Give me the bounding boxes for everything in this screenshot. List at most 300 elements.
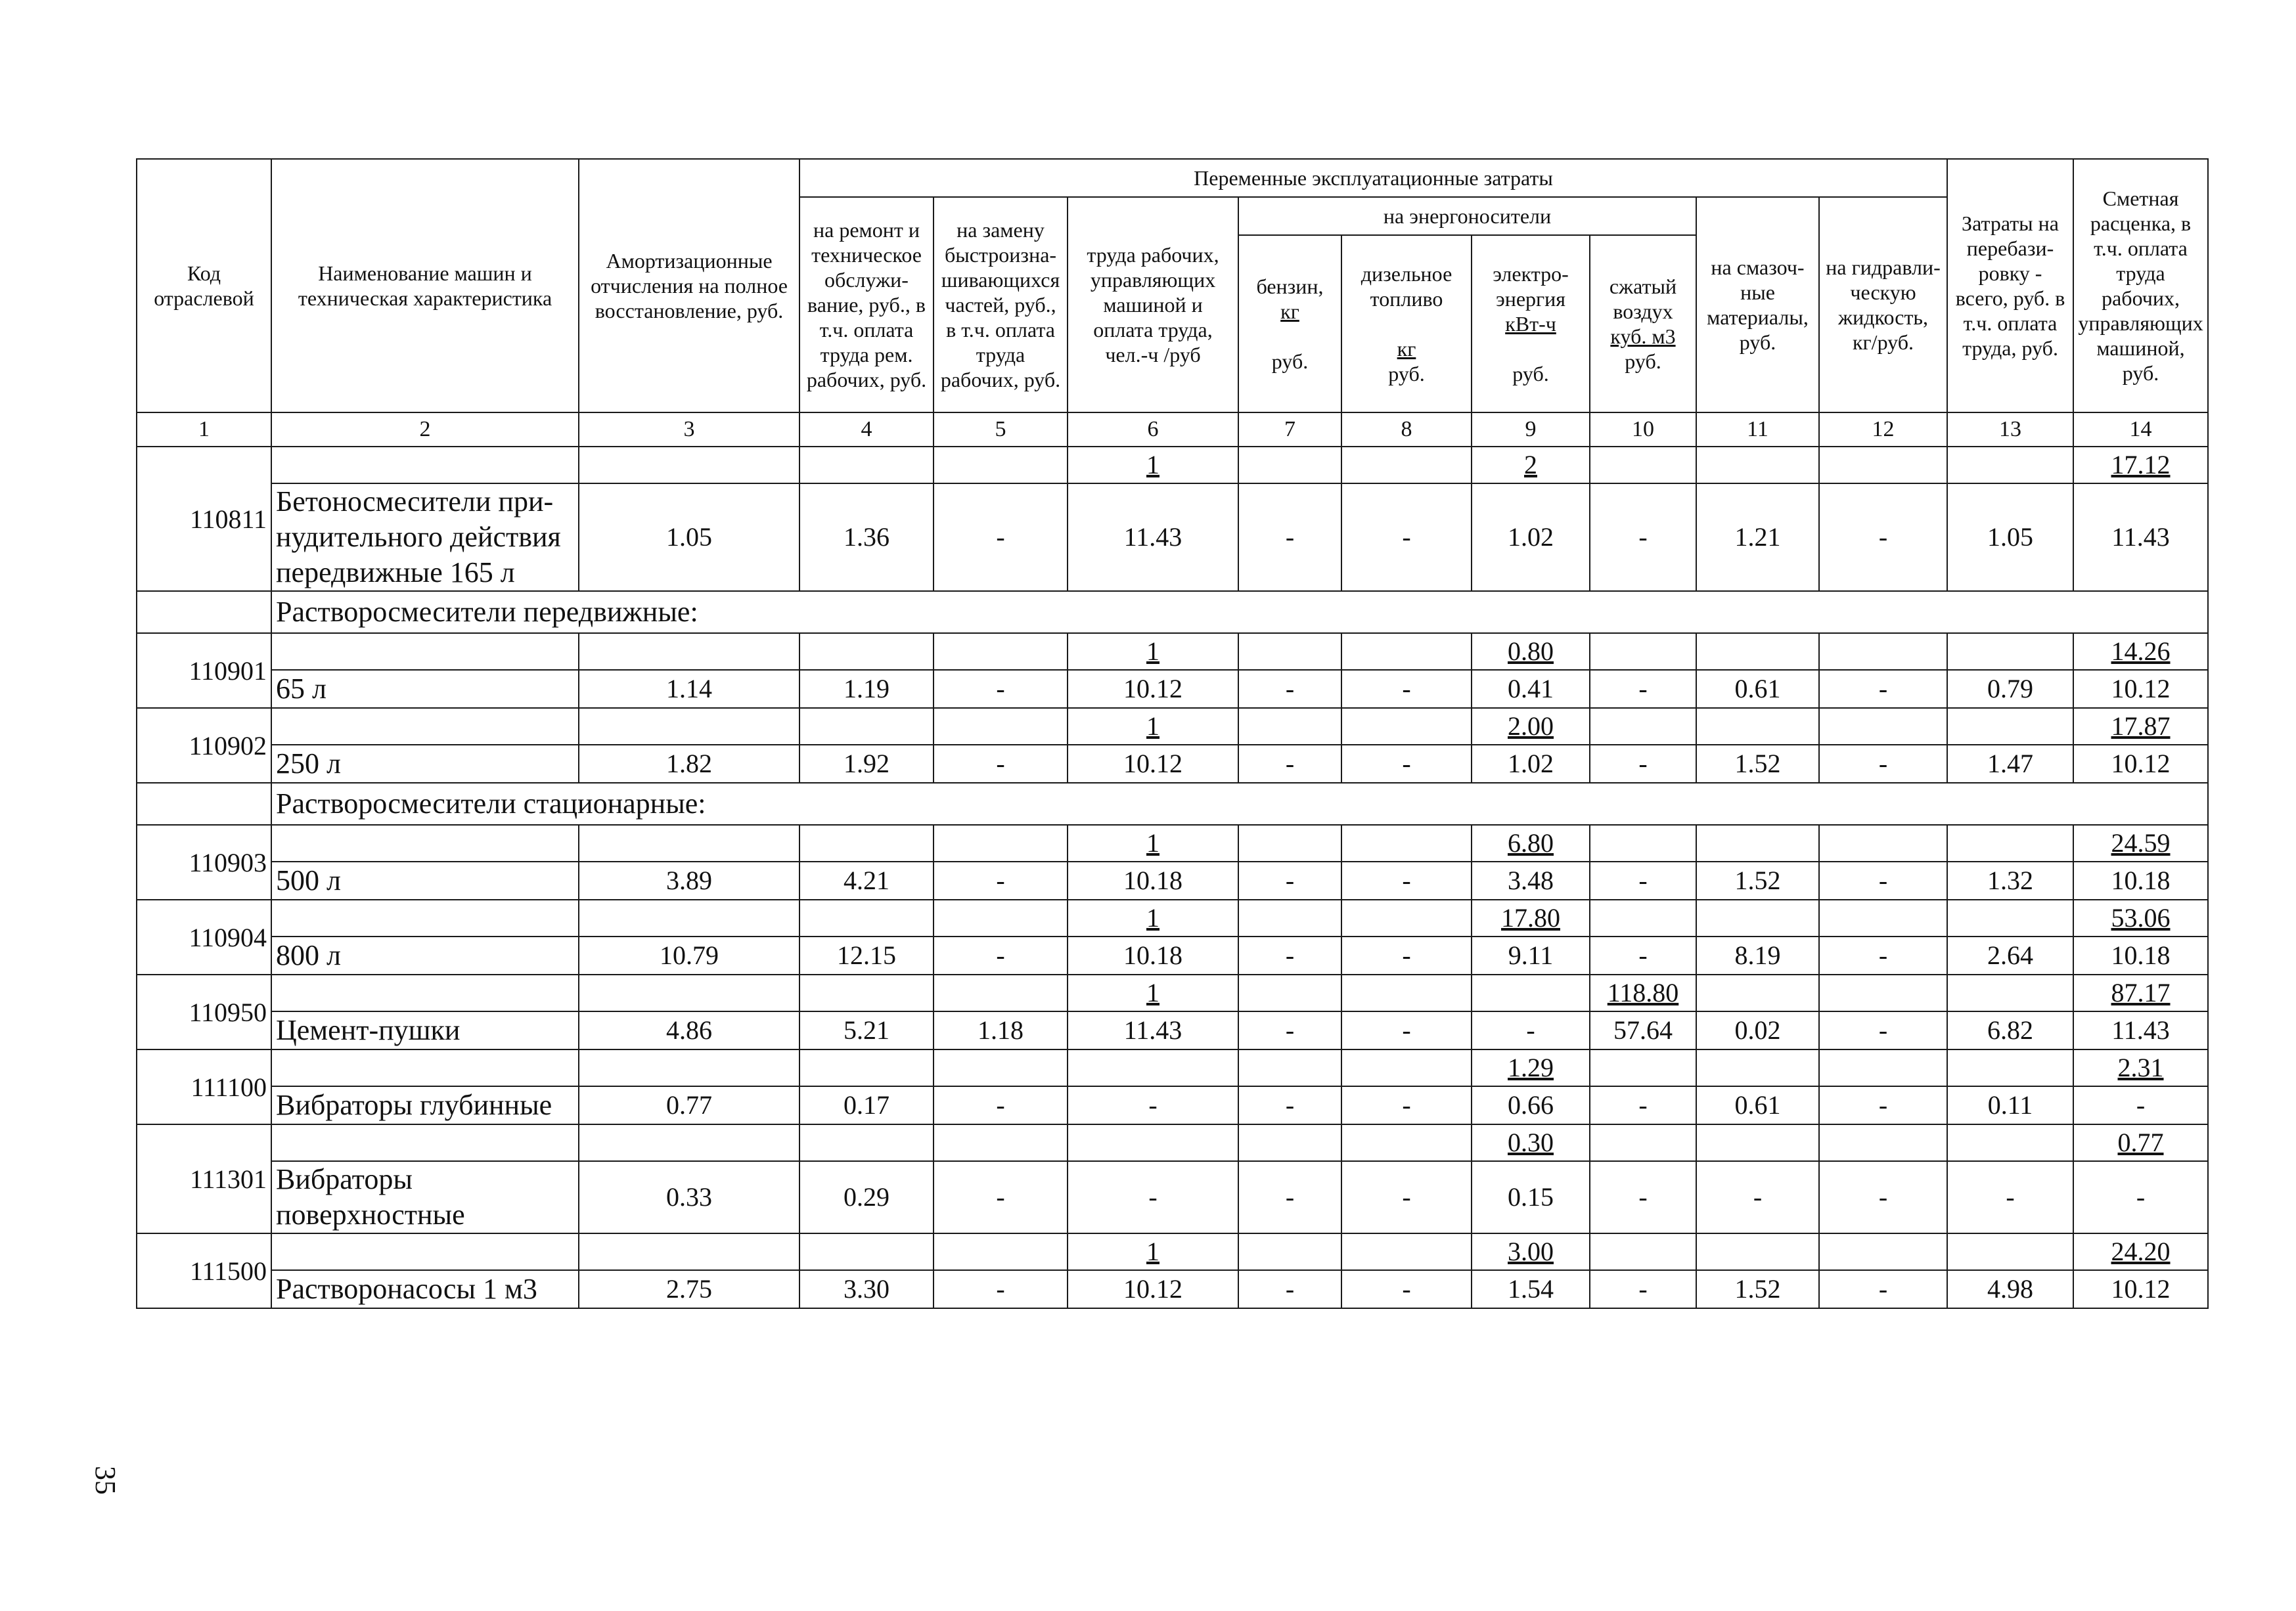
row-labor: 10.12 [1068,745,1238,783]
row-air-top [1590,447,1696,483]
row-elec: 0.41 [1472,670,1590,708]
row-lube: 8.19 [1696,937,1819,975]
row-lube: - [1696,1161,1819,1233]
row-amort-top-empty [579,1124,799,1161]
row-diesel-top-empty [1341,1233,1472,1270]
row-name-spacer [271,900,579,937]
row-name: 500 л [271,862,579,900]
row-lube: 1.21 [1696,483,1819,591]
header-amortization: Амортизационные отчисления на полное восстановление, руб. [579,159,799,412]
row-reloc-top-empty [1947,633,2073,670]
section-row [137,591,2208,633]
table-row-values [137,1011,2208,1049]
row-amort: 1.82 [579,745,799,783]
row-air-top [1590,1124,1696,1161]
row-hydro: - [1819,745,1947,783]
row-repair: 4.21 [799,862,934,900]
row-diesel: - [1341,937,1472,975]
row-elec: 9.11 [1472,937,1590,975]
row-amort: 1.14 [579,670,799,708]
row-petrol: - [1238,1161,1341,1233]
row-reloc: 0.79 [1947,670,2073,708]
row-air-top [1590,708,1696,745]
row-labor-top: 1 [1068,825,1238,862]
machine-cost-table [136,158,2209,1309]
row-amort: 4.86 [579,1011,799,1049]
column-number: 7 [1238,412,1341,447]
row-petrol-top-empty [1238,1124,1341,1161]
header-energy: на энергоносители [1238,197,1696,235]
row-labor: 10.18 [1068,862,1238,900]
row-elec-top: 6.80 [1472,825,1590,862]
row-hydro-top-empty [1819,825,1947,862]
row-lube: 1.52 [1696,862,1819,900]
row-labor: 10.12 [1068,670,1238,708]
row-labor-top [1068,1124,1238,1161]
table-row-values [137,483,2208,591]
header-replace: на замену быстроизна-шивающихся частей, руб., в т.ч. оплата труда рабочих, руб. [934,197,1068,412]
header-variable-costs: Переменные эксплуатационные затраты [799,159,1947,197]
row-repair: 1.36 [799,483,934,591]
header-code: Код отраслевой [137,159,271,412]
row-lube: 0.02 [1696,1011,1819,1049]
row-petrol: - [1238,745,1341,783]
row-repair-top-empty [799,1233,934,1270]
row-labor: 11.43 [1068,483,1238,591]
section-code-cell [137,783,271,825]
table-row-values [137,1086,2208,1124]
row-replace-top-empty [934,975,1068,1011]
row-replace-top-empty [934,633,1068,670]
row-est: 10.12 [2073,1270,2208,1308]
row-code: 110903 [137,825,271,900]
row-labor-top: 1 [1068,708,1238,745]
row-air-top [1590,633,1696,670]
row-hydro: - [1819,1270,1947,1308]
row-code: 111500 [137,1233,271,1308]
column-number: 11 [1696,412,1819,447]
column-number: 12 [1819,412,1947,447]
row-replace-top-empty [934,1124,1068,1161]
row-reloc: 2.64 [1947,937,2073,975]
row-repair: 5.21 [799,1011,934,1049]
table-row-values [137,1270,2208,1308]
row-code: 110811 [137,447,271,591]
row-name-spacer [271,825,579,862]
row-code: 111301 [137,1124,271,1233]
header-labor: труда рабочих, управляющих машиной и оплата труда, чел.-ч /руб [1068,197,1238,412]
row-elec-top [1472,975,1590,1011]
row-name-spacer [271,975,579,1011]
row-amort-top-empty [579,1049,799,1086]
row-est-top: 53.06 [2073,900,2208,937]
row-hydro-top-empty [1819,1233,1947,1270]
row-petrol: - [1238,1086,1341,1124]
row-amort: 0.77 [579,1086,799,1124]
header-relocation: Затраты на перебази-ровку - всего, руб. в т.ч. оплата труда, руб. [1947,159,2073,412]
row-diesel-top-empty [1341,633,1472,670]
row-petrol-top-empty [1238,708,1341,745]
row-diesel: - [1341,1086,1472,1124]
row-air-top [1590,1233,1696,1270]
row-hydro: - [1819,937,1947,975]
row-name-spacer [271,447,579,483]
row-replace: - [934,862,1068,900]
row-est: 10.12 [2073,745,2208,783]
row-diesel-top-empty [1341,1049,1472,1086]
row-lube: 0.61 [1696,670,1819,708]
page-number: 35 [89,1466,122,1495]
row-petrol-top-empty [1238,633,1341,670]
row-reloc-top-empty [1947,975,2073,1011]
row-reloc: 0.11 [1947,1086,2073,1124]
row-elec: 3.48 [1472,862,1590,900]
column-number: 13 [1947,412,2073,447]
row-air: - [1590,1270,1696,1308]
row-labor: - [1068,1161,1238,1233]
row-hydro-top-empty [1819,1124,1947,1161]
row-reloc-top-empty [1947,900,2073,937]
row-labor: 11.43 [1068,1011,1238,1049]
row-reloc: 1.32 [1947,862,2073,900]
row-name: Вибраторы поверхностные [271,1161,579,1233]
table-row [137,825,2208,862]
row-diesel: - [1341,483,1472,591]
header-repair: на ремонт и техническое обслужи-вание, руб., в т.ч. оплата труда рем. рабочих, руб. [799,197,934,412]
row-name: Растворонасосы 1 м3 [271,1270,579,1308]
row-lube-top-empty [1696,1124,1819,1161]
row-reloc: 6.82 [1947,1011,2073,1049]
column-number: 8 [1341,412,1472,447]
row-hydro-top-empty [1819,633,1947,670]
header-electricity: электро-энергия кВт-ч руб. [1472,235,1590,412]
row-air-top: 118.80 [1590,975,1696,1011]
row-petrol: - [1238,1011,1341,1049]
row-est: 10.18 [2073,937,2208,975]
row-name-spacer [271,708,579,745]
row-reloc-top-empty [1947,708,2073,745]
row-elec-top: 0.30 [1472,1124,1590,1161]
row-code: 110904 [137,900,271,975]
table-row [137,1124,2208,1161]
header-diesel: дизельное топливо кг руб. [1341,235,1472,412]
row-elec: 0.15 [1472,1161,1590,1233]
row-air: - [1590,937,1696,975]
row-petrol-top-empty [1238,900,1341,937]
row-lube-top-empty [1696,708,1819,745]
row-hydro: - [1819,1011,1947,1049]
row-repair: 1.92 [799,745,934,783]
row-air: - [1590,670,1696,708]
row-elec: - [1472,1011,1590,1049]
row-repair-top-empty [799,900,934,937]
row-est: 11.43 [2073,483,2208,591]
row-elec: 1.54 [1472,1270,1590,1308]
row-labor-top: 1 [1068,633,1238,670]
row-amort: 10.79 [579,937,799,975]
row-reloc: 1.47 [1947,745,2073,783]
table-row [137,1233,2208,1270]
row-repair-top-empty [799,633,934,670]
row-repair-top-empty [799,825,934,862]
row-reloc: 1.05 [1947,483,2073,591]
row-diesel-top-empty [1341,975,1472,1011]
row-diesel: - [1341,745,1472,783]
header-estimate: Сметная расценка, в т.ч. оплата труда рабочих, управляющих машиной, руб. [2073,159,2208,412]
row-est: 11.43 [2073,1011,2208,1049]
row-code: 111100 [137,1049,271,1124]
row-hydro-top-empty [1819,447,1947,483]
row-air: 57.64 [1590,1011,1696,1049]
row-diesel: - [1341,670,1472,708]
row-replace: - [934,670,1068,708]
column-number: 2 [271,412,579,447]
row-est: - [2073,1086,2208,1124]
column-number: 6 [1068,412,1238,447]
row-labor-top: 1 [1068,1233,1238,1270]
row-diesel-top-empty [1341,708,1472,745]
table-row-values [137,937,2208,975]
row-lube-top-empty [1696,975,1819,1011]
row-repair-top-empty [799,975,934,1011]
row-amort: 3.89 [579,862,799,900]
header-air: сжатый воздух куб. м3 руб. [1590,235,1696,412]
row-amort: 2.75 [579,1270,799,1308]
row-name-spacer [271,1124,579,1161]
row-air: - [1590,1161,1696,1233]
row-diesel: - [1341,862,1472,900]
row-petrol: - [1238,483,1341,591]
row-hydro: - [1819,1086,1947,1124]
column-number: 3 [579,412,799,447]
section-title: Растворосмесители передвижные: [271,591,2208,633]
row-labor-top: 1 [1068,975,1238,1011]
row-name-spacer [271,1233,579,1270]
row-petrol: - [1238,862,1341,900]
column-number: 5 [934,412,1068,447]
row-amort-top-empty [579,633,799,670]
row-petrol: - [1238,1270,1341,1308]
row-air: - [1590,1086,1696,1124]
row-petrol-top-empty [1238,975,1341,1011]
row-petrol-top-empty [1238,1049,1341,1086]
table-row-values [137,1161,2208,1233]
row-petrol: - [1238,670,1341,708]
row-replace-top-empty [934,447,1068,483]
row-replace-top-empty [934,708,1068,745]
row-amort-top-empty [579,825,799,862]
row-reloc-top-empty [1947,447,2073,483]
row-lube-top-empty [1696,447,1819,483]
row-amort: 0.33 [579,1161,799,1233]
row-amort-top-empty [579,1233,799,1270]
row-amort: 1.05 [579,483,799,591]
row-name: Вибраторы глубинные [271,1086,579,1124]
row-lube-top-empty [1696,1233,1819,1270]
row-diesel: - [1341,1270,1472,1308]
row-reloc-top-empty [1947,1124,2073,1161]
row-petrol-top-empty [1238,1233,1341,1270]
row-replace: - [934,937,1068,975]
row-est-top: 24.59 [2073,825,2208,862]
row-labor-top: 1 [1068,900,1238,937]
row-hydro-top-empty [1819,708,1947,745]
table-row [137,975,2208,1011]
row-name: Цемент-пушки [271,1011,579,1049]
table-row-values [137,670,2208,708]
row-hydro: - [1819,1161,1947,1233]
header-hydro: на гидравли-ческую жидкость, кг/руб. [1819,197,1947,412]
row-labor: 10.18 [1068,937,1238,975]
row-repair: 3.30 [799,1270,934,1308]
column-numbers-row [137,412,2208,447]
row-est-top: 24.20 [2073,1233,2208,1270]
row-repair: 0.29 [799,1161,934,1233]
row-replace: - [934,1086,1068,1124]
row-hydro: - [1819,862,1947,900]
row-air: - [1590,862,1696,900]
row-diesel-top-empty [1341,1124,1472,1161]
row-hydro: - [1819,483,1947,591]
row-code: 110902 [137,708,271,783]
table-row-values [137,862,2208,900]
row-replace: 1.18 [934,1011,1068,1049]
row-diesel-top-empty [1341,825,1472,862]
column-number: 9 [1472,412,1590,447]
row-air-top [1590,900,1696,937]
row-lube-top-empty [1696,633,1819,670]
table-row [137,447,2208,483]
row-replace: - [934,745,1068,783]
row-lube-top-empty [1696,1049,1819,1086]
row-elec-top: 3.00 [1472,1233,1590,1270]
row-est-top: 14.26 [2073,633,2208,670]
row-name-spacer [271,633,579,670]
header-name: Наименование машин и техническая характеристика [271,159,579,412]
row-amort-top-empty [579,900,799,937]
column-number: 1 [137,412,271,447]
row-repair-top-empty [799,1049,934,1086]
row-name: Бетоносмесители при-нудительного действия передвижные 165 л [271,483,579,591]
row-est: 10.12 [2073,670,2208,708]
row-name: 250 л [271,745,579,783]
row-replace-top-empty [934,825,1068,862]
table-row [137,633,2208,670]
row-lube: 0.61 [1696,1086,1819,1124]
row-labor: 10.12 [1068,1270,1238,1308]
row-elec-top: 0.80 [1472,633,1590,670]
row-est-top: 87.17 [2073,975,2208,1011]
row-diesel: - [1341,1161,1472,1233]
row-air: - [1590,745,1696,783]
header-lube: на смазоч-ные материалы, руб. [1696,197,1819,412]
row-replace-top-empty [934,900,1068,937]
column-number: 10 [1590,412,1696,447]
row-amort-top-empty [579,447,799,483]
row-reloc-top-empty [1947,1233,2073,1270]
row-air-top [1590,1049,1696,1086]
row-replace: - [934,1270,1068,1308]
row-replace-top-empty [934,1049,1068,1086]
row-air: - [1590,483,1696,591]
row-diesel-top-empty [1341,900,1472,937]
table-row-values [137,745,2208,783]
row-replace: - [934,1161,1068,1233]
row-lube-top-empty [1696,900,1819,937]
row-hydro-top-empty [1819,1049,1947,1086]
row-labor-top [1068,1049,1238,1086]
row-lube: 1.52 [1696,745,1819,783]
row-petrol-top-empty [1238,447,1341,483]
header-petrol: бензин, кг руб. [1238,235,1341,412]
row-replace-top-empty [934,1233,1068,1270]
row-elec-top: 2.00 [1472,708,1590,745]
row-est: - [2073,1161,2208,1233]
row-reloc: - [1947,1161,2073,1233]
row-repair-top-empty [799,447,934,483]
row-code: 110901 [137,633,271,708]
row-hydro: - [1819,670,1947,708]
row-diesel: - [1341,1011,1472,1049]
row-name-spacer [271,1049,579,1086]
row-reloc: 4.98 [1947,1270,2073,1308]
column-number: 14 [2073,412,2208,447]
row-hydro-top-empty [1819,900,1947,937]
row-labor: - [1068,1086,1238,1124]
section-code-cell [137,591,271,633]
row-name: 65 л [271,670,579,708]
row-repair: 12.15 [799,937,934,975]
row-elec-top: 2 [1472,447,1590,483]
row-diesel-top-empty [1341,447,1472,483]
row-labor-top: 1 [1068,447,1238,483]
section-row [137,783,2208,825]
row-code: 110950 [137,975,271,1049]
row-est-top: 17.12 [2073,447,2208,483]
row-petrol: - [1238,937,1341,975]
row-reloc-top-empty [1947,1049,2073,1086]
row-est-top: 0.77 [2073,1124,2208,1161]
row-amort-top-empty [579,708,799,745]
row-hydro-top-empty [1819,975,1947,1011]
row-est: 10.18 [2073,862,2208,900]
row-repair-top-empty [799,1124,934,1161]
table-row [137,900,2208,937]
row-replace: - [934,483,1068,591]
row-lube-top-empty [1696,825,1819,862]
table-row [137,708,2208,745]
row-reloc-top-empty [1947,825,2073,862]
row-est-top: 2.31 [2073,1049,2208,1086]
row-lube: 1.52 [1696,1270,1819,1308]
section-title: Растворосмесители стационарные: [271,783,2208,825]
row-elec: 1.02 [1472,483,1590,591]
row-amort-top-empty [579,975,799,1011]
row-petrol-top-empty [1238,825,1341,862]
column-number: 4 [799,412,934,447]
row-elec: 1.02 [1472,745,1590,783]
row-est-top: 17.87 [2073,708,2208,745]
row-repair-top-empty [799,708,934,745]
row-elec-top: 17.80 [1472,900,1590,937]
row-elec: 0.66 [1472,1086,1590,1124]
row-elec-top: 1.29 [1472,1049,1590,1086]
table-row [137,1049,2208,1086]
row-name: 800 л [271,937,579,975]
row-air-top [1590,825,1696,862]
row-repair: 0.17 [799,1086,934,1124]
row-repair: 1.19 [799,670,934,708]
